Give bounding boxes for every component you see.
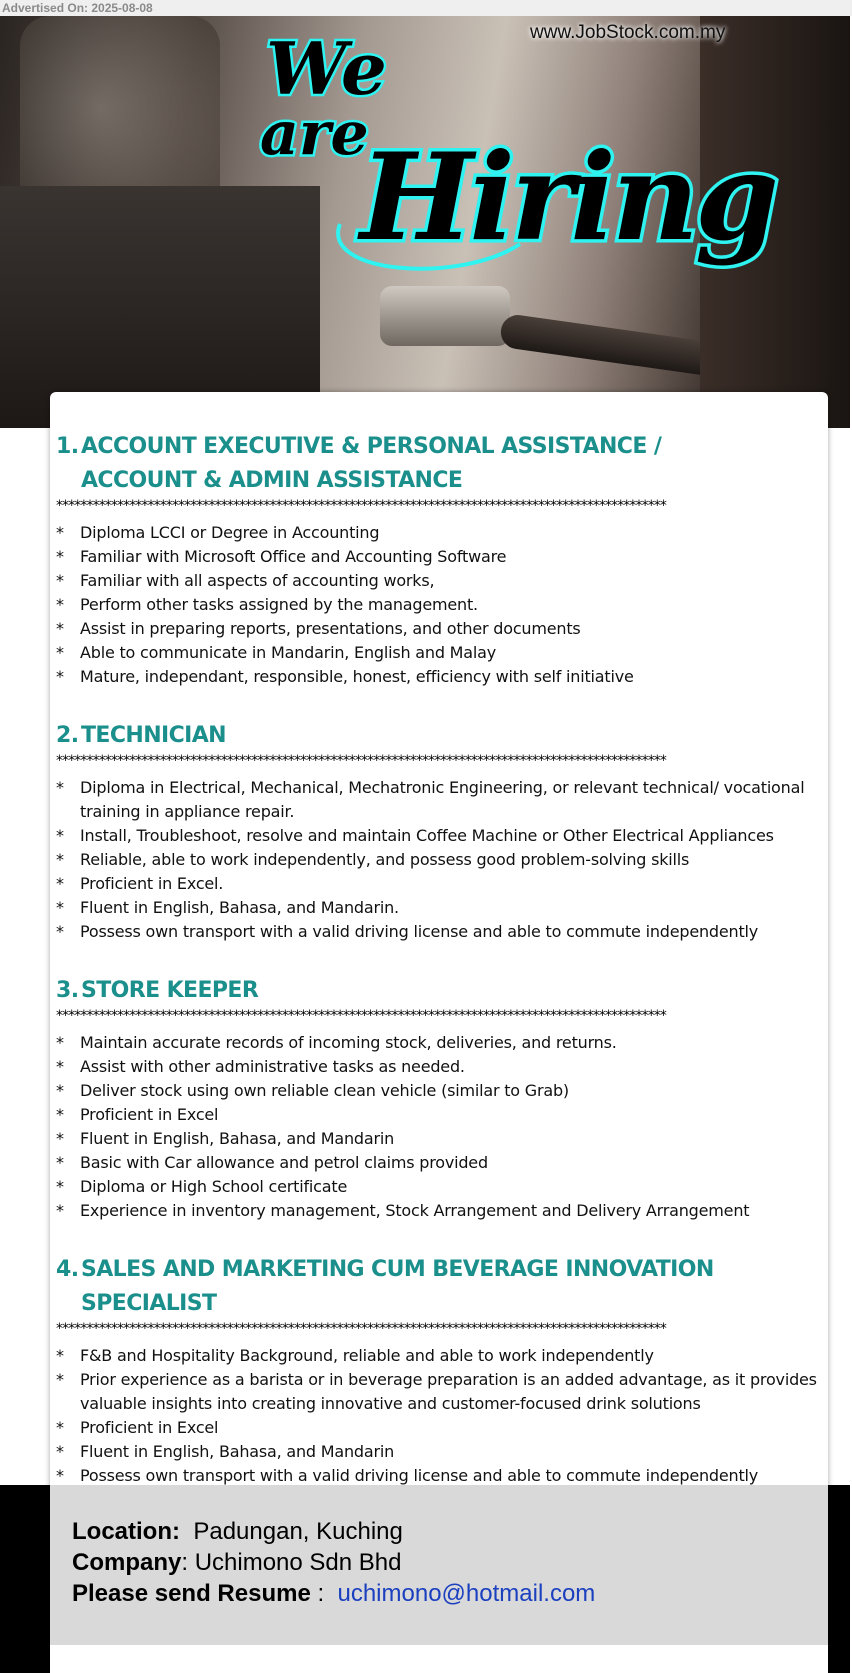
resume-separator: : [310,1580,325,1607]
job-title-text: ACCOUNT EXECUTIVE & PERSONAL ASSISTANCE / [81,434,662,459]
resume-label: Please send Resume [72,1580,311,1607]
job-section [56,430,826,689]
resume-line [72,1578,595,1609]
section-gap [56,1223,826,1253]
website-url: www.JobStock.com.my [530,22,726,43]
company-value: : Uchimono Sdn Bhd [181,1549,402,1576]
job-title-text: TECHNICIAN [81,723,226,748]
requirement-item: * Diploma LCCI or Degree in Accounting [56,521,826,545]
star-divider: **************************************************************************************************** [56,753,667,769]
requirement-item: * Fluent in English, Bahasa, and Mandarin. [56,896,826,920]
requirement-item: * Deliver stock using own reliable clean vehicle (similar to Grab) [56,1079,826,1103]
headline-hiring: Hiring [360,127,775,268]
job-title-text: ACCOUNT & ADMIN ASSISTANCE [81,468,463,493]
we-are-hiring-graphic [260,24,775,294]
requirements-list [56,776,826,944]
requirement-item: * Prior experience as a barista or in beverage preparation is an added advantage, as it provides valuable insights into creating innovative and customer-focused drink solutions [56,1368,826,1416]
star-divider: **************************************************************************************************** [56,498,667,514]
requirement-item: * Proficient in Excel [56,1103,826,1127]
contact-details [72,1516,595,1609]
job-number: 1. [56,434,79,459]
company-line [72,1547,595,1578]
job-title [56,1253,826,1321]
job-number [56,464,81,498]
location-line [72,1516,595,1547]
job-number: 2. [56,723,79,748]
requirement-item: * Proficient in Excel [56,1416,826,1440]
job-title [56,974,826,1008]
star-divider: **************************************************************************************************** [56,1008,667,1024]
requirement-item: * Maintain accurate records of incoming stock, deliveries, and returns. [56,1031,826,1055]
advertised-date: Advertised On: 2025-08-08 [0,0,852,16]
requirement-item: * Mature, independant, responsible, honest, efficiency with self initiative [56,665,826,689]
location-value: Padungan, Kuching [193,1518,403,1545]
requirement-item: * F&B and Hospitality Background, reliable and able to work independently [56,1344,826,1368]
requirement-item: * Proficient in Excel. [56,872,826,896]
portafilter-handle-image [499,313,722,377]
requirement-item: * Install, Troubleshoot, resolve and maintain Coffee Machine or Other Electrical Appliances [56,824,826,848]
requirement-item: * Reliable, able to work independently, and possess good problem-solving skills [56,848,826,872]
job-number: 3. [56,978,79,1003]
requirement-item: * Diploma in Electrical, Mechanical, Mechatronic Engineering, or relevant technical/ vocational training in appliance repair. [56,776,826,824]
requirements-list [56,521,826,689]
job-number: 4. [56,1257,79,1282]
headline-we: We [266,26,387,111]
job-title [56,430,826,464]
section-gap [56,689,826,719]
company-label: Company [72,1549,182,1576]
requirement-item: * Fluent in English, Bahasa, and Mandarin [56,1440,826,1464]
card-bottom [50,1645,828,1673]
requirement-item: * Able to communicate in Mandarin, English and Malay [56,641,826,665]
requirement-item: * Possess own transport with a valid driving license and able to commute independently [56,920,826,944]
requirement-item: * Familiar with all aspects of accounting works, [56,569,826,593]
job-title-text: STORE KEEPER [81,978,259,1003]
requirement-item: * Assist with other administrative tasks as needed. [56,1055,826,1079]
job-section [56,974,826,1223]
requirement-item: * Basic with Car allowance and petrol claims provided [56,1151,826,1175]
star-divider: **************************************************************************************************** [56,1321,667,1337]
job-title [56,719,826,753]
requirement-item: * Familiar with Microsoft Office and Accounting Software [56,545,826,569]
requirement-item: * Experience in inventory management, Stock Arrangement and Delivery Arrangement [56,1199,826,1223]
job-title-text: SALES AND MARKETING CUM BEVERAGE INNOVATION SPECIALIST [81,1257,714,1316]
requirement-item: * Diploma or High School certificate [56,1175,826,1199]
location-label: Location: [72,1518,180,1545]
job-section [56,719,826,944]
job-listings [56,430,826,1488]
section-gap [56,944,826,974]
requirement-item: * Possess own transport with a valid driving license and able to commute independently [56,1464,826,1488]
requirement-item: * Perform other tasks assigned by the management. [56,593,826,617]
job-title [56,464,826,498]
email-link[interactable]: uchimono@hotmail.com [337,1580,596,1607]
requirements-list [56,1031,826,1223]
portafilter-image [380,286,510,346]
headline-are: are [260,99,369,169]
requirements-list [56,1344,826,1488]
requirement-item: * Assist in preparing reports, presentations, and other documents [56,617,826,641]
job-section [56,1253,826,1488]
requirement-item: * Fluent in English, Bahasa, and Mandarin [56,1127,826,1151]
